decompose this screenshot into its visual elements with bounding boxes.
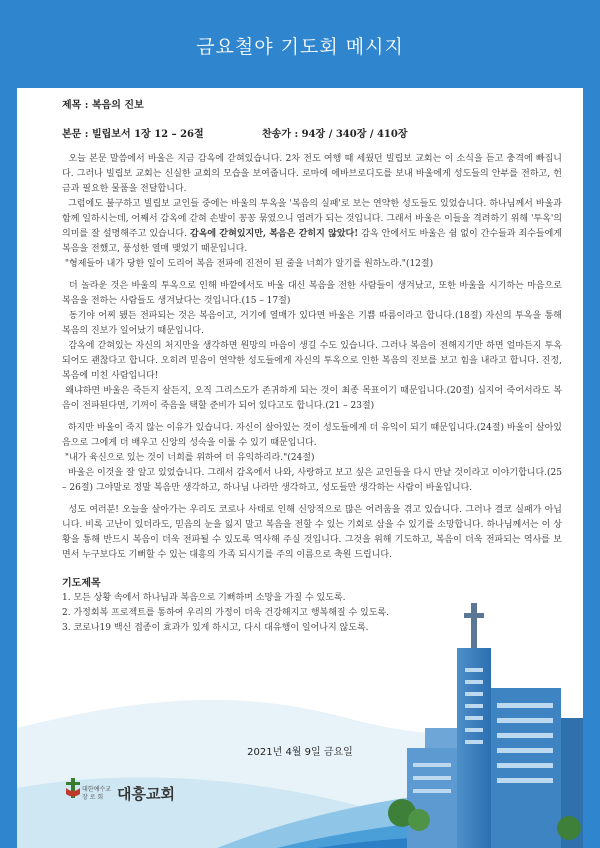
prayer-title: 기도제목 [62, 578, 101, 589]
message-panel [17, 88, 583, 848]
paragraph: 왜냐하면 바울은 죽든지 살든지, 오직 그리스도가 존귀하게 되는 것이 최종 목표이기 때문입니다.(20절) 심지어 죽어서라도 복음이 전파된다면, 기꺼이 죽음을 택할 준비가 되어 있다고도 합니다.(21 – 23절) [62, 386, 562, 411]
page-title: 금요철야 기도회 메시지 [196, 35, 404, 58]
header [0, 0, 600, 90]
paragraph: 동기야 어찌 됐든 전파되는 것은 복음이고, 거기에 열매가 있다면 바울은 기쁨 따름이라고 합니다.(18절) 자신의 투옥을 통해 복음의 진보가 일어났기 때문입니다. [62, 311, 562, 336]
quote: "형제들아 내가 당한 일이 도리어 복음 전파에 진전이 된 줄을 너희가 알기를 원하노라."(12절) [64, 259, 434, 269]
message-content [62, 98, 562, 636]
hymn-numbers: 찬송가 : 94장 / 340장 / 410장 [262, 129, 408, 140]
denomination-label: 대한예수교 [82, 785, 111, 793]
paragraph: 오늘 본문 말씀에서 바울은 지금 감옥에 갇혀있습니다. 2차 전도 여행 때 세웠던 빌립보 교회는 이 소식을 듣고 충격에 빠집니다. 그러나 빌립보 교회는 신실한 교회의 모습을 보여줍니다. 로마에 에바브로디도를 보내 바울에게 성도들의 안부를 전하고, 헌금과 필요한 물품을 전달합니다. [62, 154, 562, 194]
paragraph: 더 놀라운 것은 바울의 투옥으로 인해 바깥에서도 바울 대신 복음을 전한 사람들이 생겨났고, 또한 바울을 시기하는 마음으로 복음을 전하는 사람들도 생겨났다는 것입니다.(15 – 17절) [62, 281, 562, 306]
paragraph: 바울은 이것을 잘 알고 있었습니다. 그래서 감옥에서 나와, 사랑하고 보고 싶은 교인들을 다시 만날 것이라고 이야기합니다.(25 – 26절) 그야말로 정말 복음만 생각하고, 하나님 나라만 생각하고, 성도들만 생각하는 사람이 바울입니다. [62, 468, 562, 493]
sermon-body [62, 152, 562, 563]
prayer-item: 2. 가정회복 프로젝트를 통하여 우리의 가정이 더욱 건강해지고 행복해질 수 있도록. [62, 608, 389, 618]
paragraph: 하지만 바울이 죽지 않는 이유가 있습니다. 자신이 살아있는 것이 성도들에게 더 유익이 되기 때문입니다.(24절) 바울이 살아있음으로 그에게 더 배우고 신앙의 성숙을 이룰 수 있기 때문입니다. [62, 423, 562, 448]
scripture-reference: 본문 : 빌립보서 1장 12 – 26절 [62, 129, 204, 140]
prayer-list [62, 591, 562, 636]
paragraph: 감옥에 갇혀있는 자신의 처지만을 생각하면 원망의 마음이 생길 수도 있습니다. 그러나 복음이 전해지기만 하면 얼마든지 투옥되어도 괜찮다고 합니다. 오히려 믿음이 연약한 성도들에게 자신의 투옥으로 인한 복음의 진보를 보고 힘을 내라고 합니다. 진정, 복음에 미친 사람입니다! [62, 341, 562, 381]
paragraph: 성도 여러분! 오늘을 살아가는 우리도 코로나 사태로 인해 신앙적으로 많은 어려움을 겪고 있습니다. 그러나 결코 실패가 아닙니다. 비록 고난이 있더라도, 믿음의 눈을 잃지 말고 복음을 전할 수 있는 기회로 삼을 수 있기를 소망합니다. 하나님께서는 이 상황을 통해 반드시 복음이 더욱 전파될 수 있도록 역사해 주실 것입니다. 그것을 위해 기도하고, 복음이 더욱 전파되는 역사를 보면서 누구보다도 기뻐할 수 있는 대흥의 가족 되시기를 주의 이름으로 축원 드립니다. [62, 505, 562, 560]
church-logo [65, 783, 175, 804]
denomination-label-2: 장 로 회 [82, 793, 104, 801]
prayer-item: 3. 코로나19 백신 접종이 효과가 있게 하시고, 다시 대유행이 일어나지 않도록. [62, 623, 369, 633]
prayer-item: 1. 모든 상황 속에서 하나님과 복음으로 기뻐하며 소망을 가질 수 있도록. [62, 593, 346, 603]
church-name: 대흥교회 [116, 785, 175, 803]
paragraph: 그럼에도 불구하고 빌립보 교인들 중에는 바울의 투옥을 '복음의 실패'로 보는 연약한 성도들도 있었습니다. 하나님께서 바울과 함께 일하시는데, 어째서 감옥에 갇혀 손발이 꽁꽁 묶였으니 염려가 되는 것입니다. 그래서 바울은 이들을 격려하기 위해 '투옥'의 의미를 잘 설명해주고 있습니다. 감옥에 갇혀있지만, 복음은 갇히지 않았다! 감옥 안에서도 바울은 쉼 없이 간수들과 죄수들에게 복음을 전했고, 풍성한 열매 맺었기 때문입니다. [62, 199, 563, 254]
sermon-references [62, 127, 562, 142]
quote: "내가 육신으로 있는 것이 너희를 위하여 더 유익하리라."(24절) [64, 453, 315, 463]
sermon-title: 제목 : 복음의 진보 [62, 100, 144, 111]
message-date: 2021년 4월 9일 금요일 [247, 747, 353, 758]
emphasis-text: 감옥에 갇혀있지만, 복음은 갇히지 않았다! [190, 229, 359, 239]
